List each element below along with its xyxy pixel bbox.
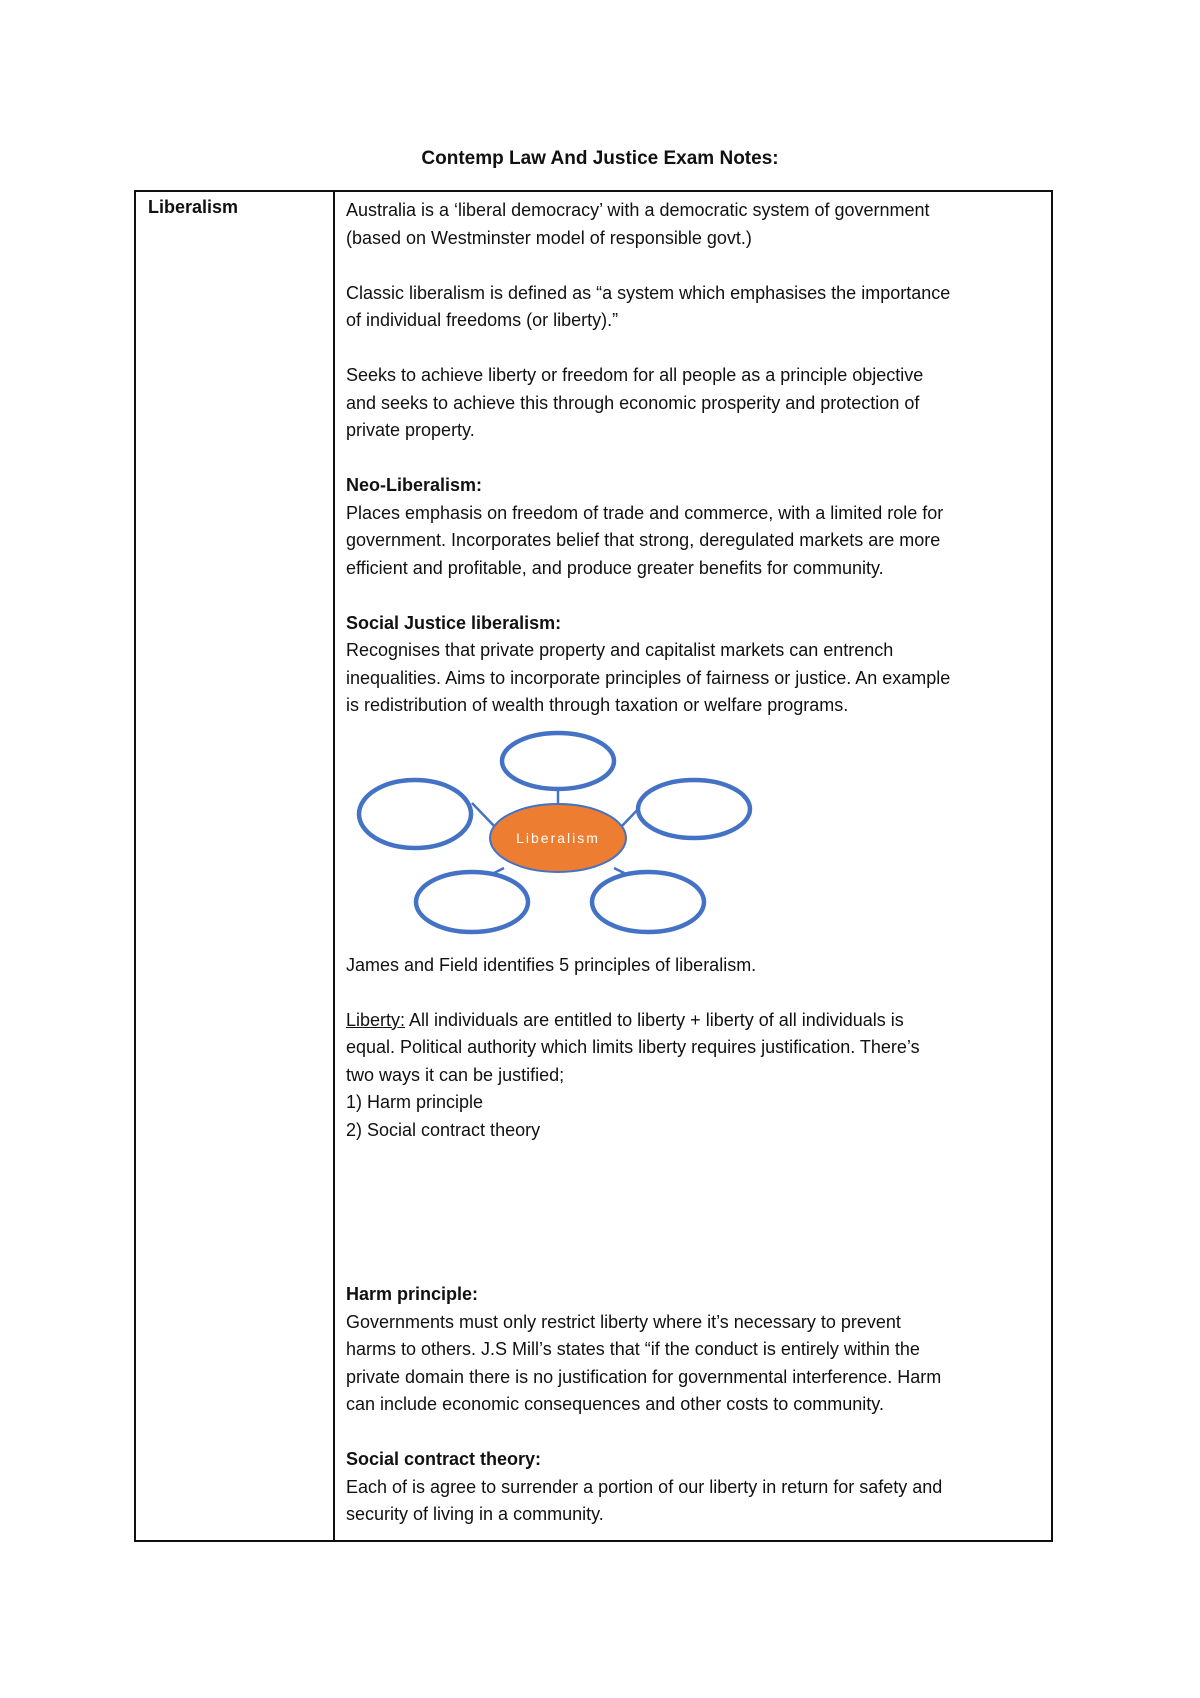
liberty-line: 2) Social contract theory (346, 1119, 541, 1140)
content-cell (346, 197, 1046, 1529)
mindmap-node (359, 780, 471, 848)
seeks-line: Seeks to achieve liberty or freedom for all people as a principle objective (346, 365, 924, 385)
liberty-line: equal. Political authority which limits liberty requires justification. There’s (346, 1037, 920, 1057)
harm-line: can include economic consequences and other costs to community. (346, 1394, 884, 1414)
intro-line: (based on Westminster model of responsible govt.) (346, 227, 752, 248)
liberty-line: 1) Harm principle (346, 1092, 484, 1112)
james-field-line: James and Field identifies 5 principles of liberalism. (346, 954, 757, 975)
mindmap-node (592, 872, 704, 932)
social-contract-line: Each of is agree to surrender a portion of our liberty in return for safety and (346, 1476, 943, 1497)
topic-cell: Liberalism (148, 197, 239, 217)
neo-line: efficient and profitable, and produce greater benefits for community. (346, 557, 884, 578)
mindmap-node (502, 733, 614, 789)
social-justice-heading: Social Justice liberalism: (346, 612, 562, 633)
liberty-line: two ways it can be justified; (346, 1064, 565, 1085)
mindmap-center-label: Liberalism (516, 829, 600, 846)
classic-line: of individual freedoms (or liberty).” (346, 310, 619, 330)
social-justice-line: Recognises that private property and capitalist markets can entrench (346, 640, 894, 660)
mindmap-node (638, 780, 750, 838)
liberty-text: All individuals are entitled to liberty + liberty of all individuals is (405, 1009, 904, 1030)
harm-line: Governments must only restrict liberty where it’s necessary to prevent (346, 1311, 901, 1332)
harm-line: harms to others. J.S Mill’s states that “if the conduct is entirely within the (346, 1339, 920, 1359)
column-divider (333, 192, 335, 1540)
liberalism-mind-map (344, 728, 774, 948)
seeks-line: and seeks to achieve this through economic prosperity and protection of (346, 392, 920, 413)
neo-liberalism-heading: Neo-Liberalism: (346, 475, 483, 495)
notes-table (134, 190, 1053, 1542)
classic-line: Classic liberalism is defined as “a system which emphasises the importance (346, 282, 951, 303)
neo-line: Places emphasis on freedom of trade and commerce, with a limited role for (346, 502, 944, 523)
seeks-line: private property. (346, 420, 475, 440)
connector-line (472, 803, 496, 828)
social-contract-heading: Social contract theory: (346, 1449, 542, 1469)
mindmap-node (416, 872, 528, 932)
intro-line: Australia is a ‘liberal democracy’ with a democratic system of government (346, 200, 930, 220)
liberty-line (346, 1007, 1046, 1035)
social-contract-line: security of living in a community. (346, 1504, 604, 1524)
neo-line: government. Incorporates belief that strong, deregulated markets are more (346, 530, 941, 550)
document-title: Contemp Law And Justice Exam Notes: (421, 148, 779, 169)
harm-principle-heading: Harm principle: (346, 1284, 479, 1304)
harm-line: private domain there is no justification for governmental interference. Harm (346, 1366, 942, 1387)
liberty-label: Liberty: (346, 1009, 406, 1030)
social-justice-line: inequalities. Aims to incorporate principles of fairness or justice. An example (346, 667, 951, 688)
social-justice-line: is redistribution of wealth through taxation or welfare programs. (346, 695, 849, 715)
